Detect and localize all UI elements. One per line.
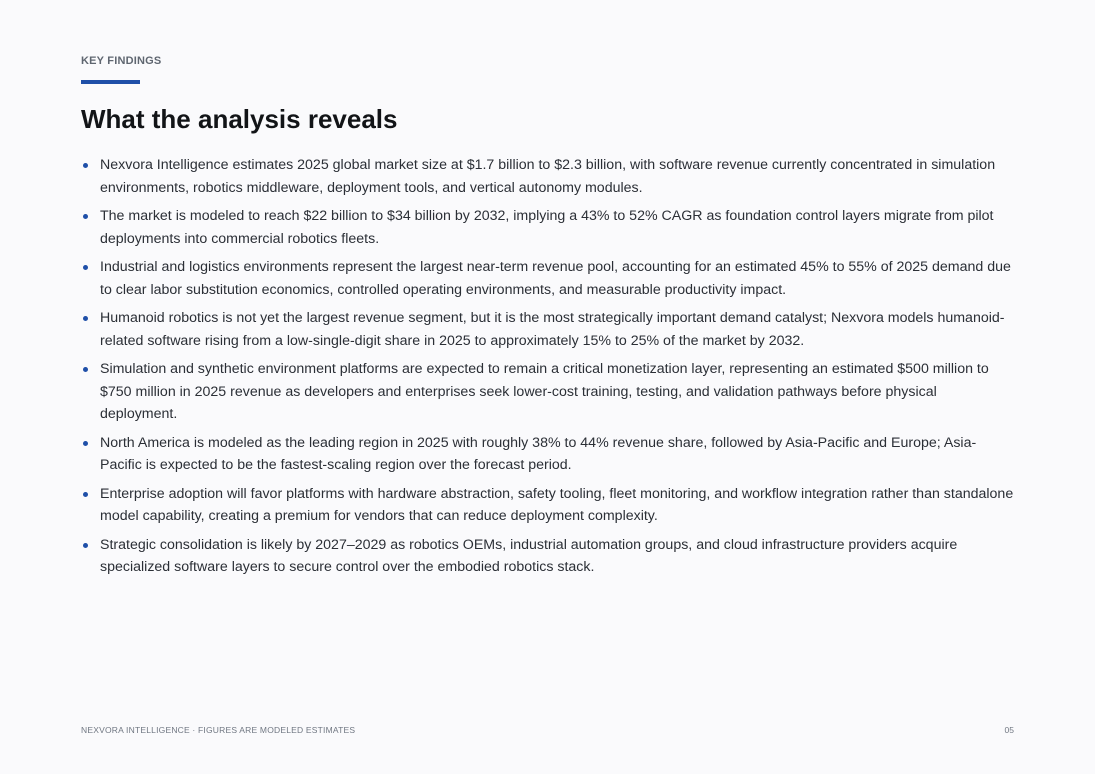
finding-item	[81, 432, 1016, 477]
finding-item	[81, 256, 1016, 301]
findings-list	[81, 154, 1016, 585]
finding-text: The market is modeled to reach $22 billion to $34 billion by 2032, implying a 43% to 52% CAGR as foundation control layers migrate from pilot deployments into commercial robotics fleets.	[100, 208, 994, 247]
bullet-dot-icon	[83, 316, 88, 321]
finding-item	[81, 534, 1016, 579]
finding-item	[81, 307, 1016, 352]
bullet-dot-icon	[83, 367, 88, 372]
finding-item	[81, 358, 1016, 426]
finding-text: Simulation and synthetic environment platforms are expected to remain a critical monetization layer, representing an estimated $500 million to $750 million in 2025 revenue as developers and enterprises seek lower-cost training, testing, and validation pathways before physical deployment.	[100, 361, 989, 422]
finding-text: Humanoid robotics is not yet the largest revenue segment, but it is the most strategically important demand catalyst; Nexvora models humanoid-related software rising from a low-single-digit share in 2025 to approximately 15% to 25% of the market by 2032.	[100, 310, 1005, 349]
bullet-dot-icon	[83, 492, 88, 497]
bullet-dot-icon	[83, 441, 88, 446]
section-eyebrow: KEY FINDINGS	[81, 55, 162, 67]
bullet-dot-icon	[83, 543, 88, 548]
finding-item	[81, 154, 1016, 199]
finding-text: Industrial and logistics environments represent the largest near-term revenue pool, accounting for an estimated 45% to 55% of 2025 demand due to clear labor substitution economics, controlled operating environments, and measurable productivity impact.	[100, 259, 1011, 298]
finding-text: North America is modeled as the leading region in 2025 with roughly 38% to 44% revenue share, followed by Asia-Pacific and Europe; Asia-Pacific is expected to be the fastest-scaling region over the forecast period.	[100, 434, 977, 473]
finding-item	[81, 205, 1016, 250]
bullet-dot-icon	[83, 265, 88, 270]
bullet-dot-icon	[83, 214, 88, 219]
finding-text: Nexvora Intelligence estimates 2025 global market size at $1.7 billion to $2.3 billion, with software revenue currently concentrated in simulation environments, robotics middleware, deployment tools, and vertical autonomy modules.	[100, 157, 996, 196]
finding-text: Enterprise adoption will favor platforms with hardware abstraction, safety tooling, fleet monitoring, and workflow integration rather than standalone model capability, creating a premium for vendors that can reduce deployment complexity.	[100, 485, 1014, 524]
footer-source-note: NEXVORA INTELLIGENCE · FIGURES ARE MODELED ESTIMATES	[81, 725, 356, 735]
accent-bar	[81, 80, 140, 84]
finding-item	[81, 483, 1016, 528]
bullet-dot-icon	[83, 163, 88, 168]
page-title: What the analysis reveals	[81, 104, 398, 134]
page-number: 05	[1004, 725, 1014, 735]
finding-text: Strategic consolidation is likely by 2027–2029 as robotics OEMs, industrial automation groups, and cloud infrastructure providers acquire specialized software layers to secure control over the embodied robotics stack.	[100, 536, 958, 575]
